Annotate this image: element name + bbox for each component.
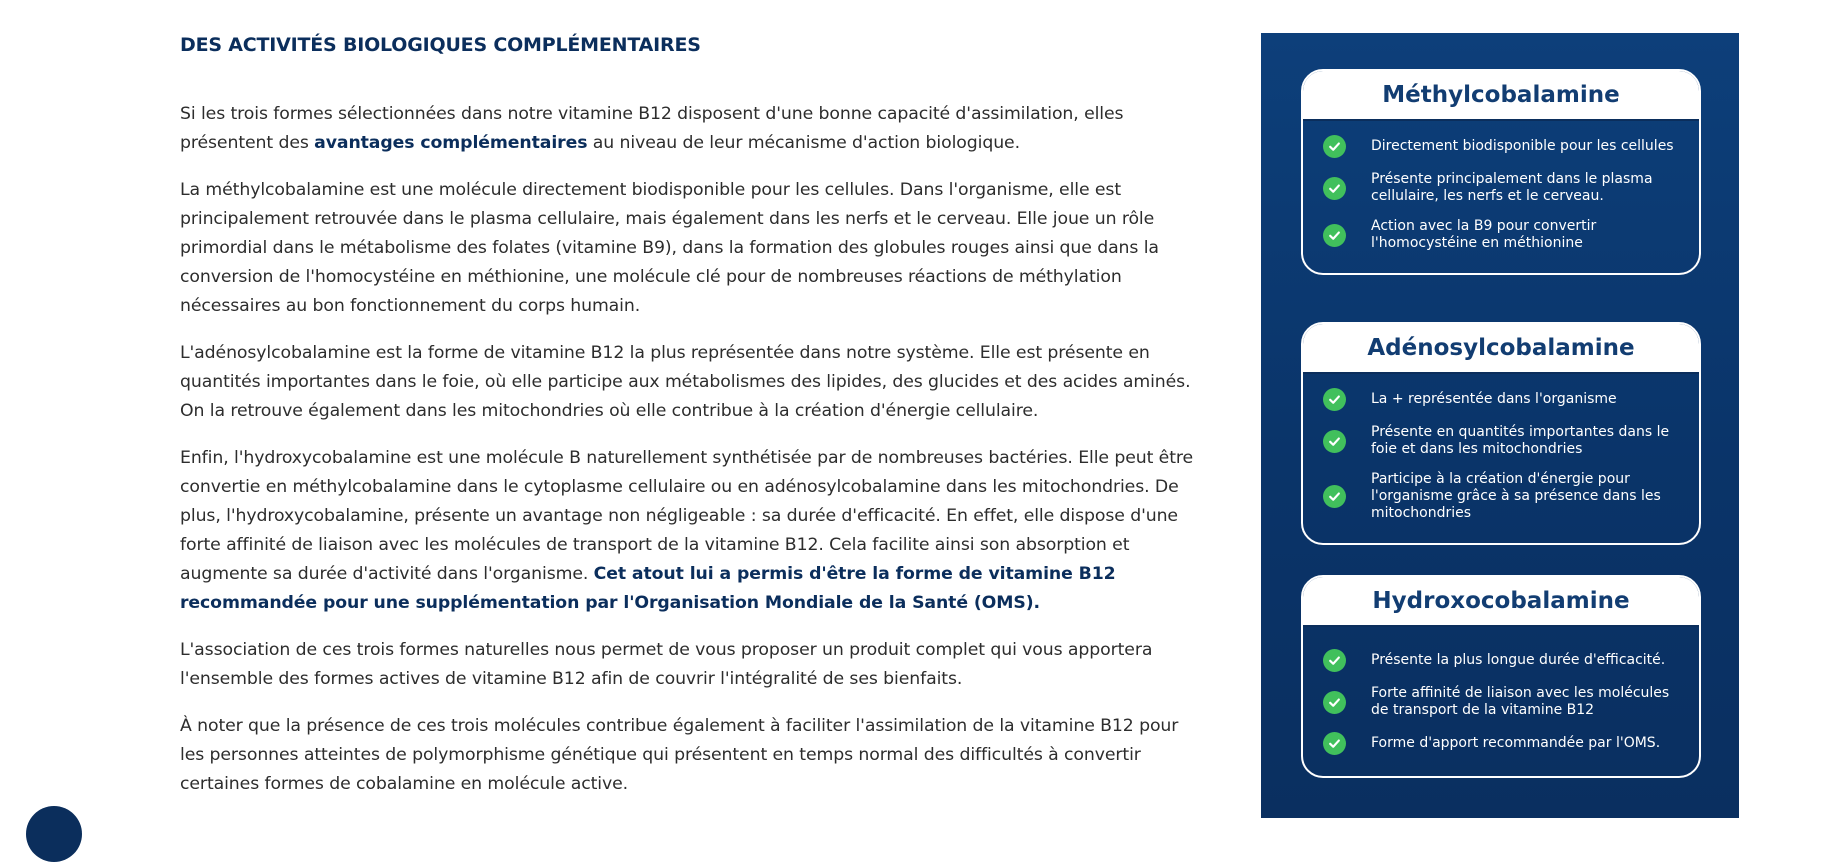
check-icon: [1323, 485, 1346, 508]
card-adenosylcobalamine: [1301, 322, 1701, 545]
check-icon: [1323, 649, 1346, 672]
list-item: [1323, 135, 1681, 158]
card-title: Méthylcobalamine: [1382, 82, 1620, 108]
paragraph-text: Enfin, l'hydroxycobalamine est une molécule B naturellement synthétisée par de nombreuses bactéries. Elle peut être convertie en méthylcobalamine dans le cytoplasme cellulaire ou en adénosylcobalamine dans les mitochondries. De plus, l'hydroxycobalamine, présente un avantage non négligeable : sa durée d'efficacité. En effet, elle dispose d'une forte affinité de liaison avec les molécules de transport de la vitamine B12. Cela facilite ainsi son absorption et augmente sa durée d'activité dans l'organisme.: [180, 448, 1194, 584]
list-item-text: Présente principalement dans le plasma cellulaire, les nerfs et le cerveau.: [1371, 171, 1653, 204]
list-item: [1323, 471, 1681, 522]
list-item-text: Directement biodisponible pour les cellules: [1371, 138, 1674, 154]
card-header: [1303, 324, 1699, 374]
card-header: [1303, 577, 1699, 627]
card-title: Hydroxocobalamine: [1372, 588, 1630, 614]
emphasis-text: avantages complémentaires: [314, 133, 588, 153]
card-header: [1303, 71, 1699, 121]
chat-widget-button[interactable]: [26, 806, 82, 862]
list-item: [1323, 218, 1681, 252]
card-hydroxocobalamine: [1301, 575, 1701, 778]
list-item: [1323, 732, 1681, 755]
list-item-text: Présente la plus longue durée d'efficacité.: [1371, 652, 1666, 668]
check-icon: [1323, 388, 1346, 411]
section-heading: DES ACTIVITÉS BIOLOGIQUES COMPLÉMENTAIRES: [180, 34, 701, 56]
list-item-text: Forme d'apport recommandée par l'OMS.: [1371, 735, 1661, 751]
list-item-text: Participe à la création d'énergie pour l'organisme grâce à sa présence dans les mitochondries: [1371, 471, 1661, 521]
article: [180, 34, 1200, 817]
paragraph-text: au niveau de leur mécanisme d'action biologique.: [587, 133, 1020, 153]
paragraph-text: Si les trois formes sélectionnées dans notre vitamine B12 disposent d'une bonne capacité d'assimilation, elles présentent des: [180, 104, 1124, 153]
list-item: [1323, 171, 1681, 205]
paragraph-methylcobalamine: La méthylcobalamine est une molécule directement biodisponible pour les cellules. Dans l'organisme, elle est principalement retrouvée dans le plasma cellulaire, mais également dans les nerfs et le cerveau. Elle joue un rôle primordial dans le métabolisme des folates (vitamine B9), dans la formation des globules rouges ainsi que dans la conversion de l'homocystéine en méthionine, une molécule clé pour de nombreuses réactions de méthylation nécessaires au bon fonctionnement du corps humain.: [180, 180, 1159, 316]
card-title: Adénosylcobalamine: [1367, 335, 1635, 361]
check-icon: [1323, 177, 1346, 200]
card-list: [1303, 627, 1699, 776]
paragraph-hydroxycobalamine: [180, 444, 1200, 618]
paragraph-association: L'association de ces trois formes naturelles nous permet de vous proposer un produit complet qui vous apportera l'ensemble des formes actives de vitamine B12 afin de couvrir l'intégralité de ses bienfaits.: [180, 640, 1153, 689]
check-icon: [1323, 135, 1346, 158]
list-item: [1323, 685, 1681, 719]
check-icon: [1323, 691, 1346, 714]
paragraph-intro: [180, 100, 1200, 158]
paragraph-note: À noter que la présence de ces trois molécules contribue également à faciliter l'assimilation de la vitamine B12 pour les personnes atteintes de polymorphisme génétique qui présentent en temps normal des difficultés à convertir certaines formes de cobalamine en molécule active.: [180, 716, 1179, 794]
vitamin-forms-infographic: [1261, 33, 1739, 818]
list-item-text: Forte affinité de liaison avec les molécules de transport de la vitamine B12: [1371, 685, 1670, 718]
list-item: [1323, 424, 1681, 458]
card-methylcobalamine: [1301, 69, 1701, 275]
check-icon: [1323, 224, 1346, 247]
list-item-text: La + représentée dans l'organisme: [1371, 391, 1617, 407]
card-list: [1303, 374, 1699, 543]
list-item-text: Action avec la B9 pour convertir l'homocystéine en méthionine: [1371, 218, 1597, 251]
list-item: [1323, 649, 1681, 672]
emphasis-text: Cet atout lui a permis d'être la forme de vitamine B12 recommandée pour une supplémentation par l'Organisation Mondiale de la Santé (OMS).: [180, 564, 1116, 613]
list-item: [1323, 388, 1681, 411]
list-item-text: Présente en quantités importantes dans le foie et dans les mitochondries: [1371, 424, 1670, 457]
paragraph-adenosylcobalamine: L'adénosylcobalamine est la forme de vitamine B12 la plus représentée dans notre système. Elle est présente en quantités importantes dans le foie, où elle participe aux métabolismes des lipides, des glucides et des acides aminés. On la retrouve également dans les mitochondries où elle contribue à la création d'énergie cellulaire.: [180, 343, 1191, 421]
check-icon: [1323, 430, 1346, 453]
check-icon: [1323, 732, 1346, 755]
card-list: [1303, 121, 1699, 273]
